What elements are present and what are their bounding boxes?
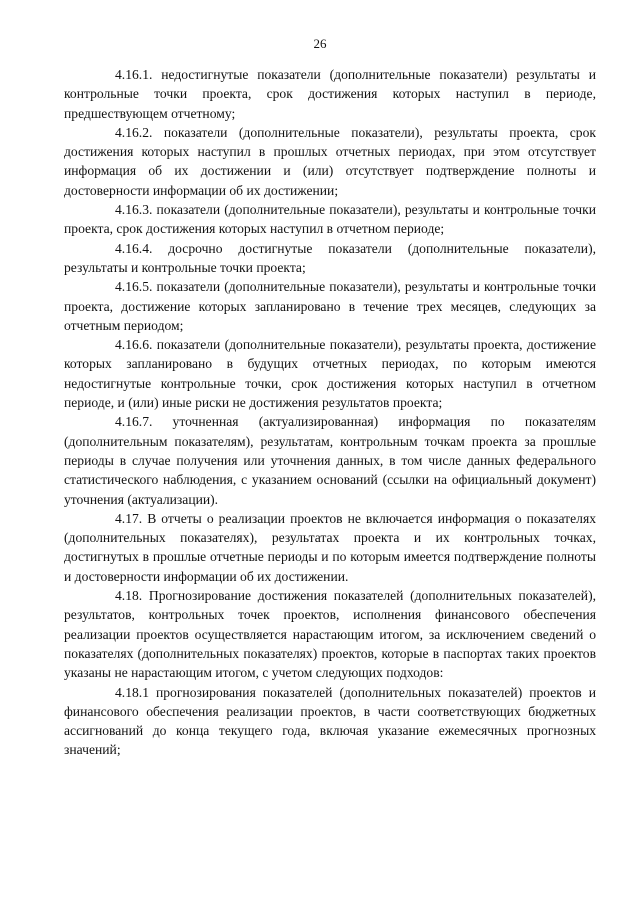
paragraph-4-16-6: 4.16.6. показатели (дополнительные показатели), результаты проекта, достижение которых запланировано в будущих отчетных периодах, по которым имеются недостигнутые контрольные точки, срок достижения которых наступил в отчетном периоде, и (или) иные риски не достижения результатов проекта; [64,337,596,411]
paragraph-4-18: 4.18. Прогнозирование достижения показателей (дополнительных показателей), результатов, контрольных точек проектов, исполнения финансового обеспечения реализации проектов осуществляется нарастающим итогом, за исключением сведений о показателях (дополнительных показателях) проектов, которые в паспортах таких проектов указаны не нарастающим итогом, с учетом следующих подходов: [64,588,596,681]
paragraph-4-17: 4.17. В отчеты о реализации проектов не включается информация о показателях (дополнительных показателях), результатах проекта и их контрольных точках, достигнутых в прошлые отчетные периоды и по которым имеется подтверждение полноты и достоверности информации об их достижении. [64,510,596,584]
paragraph-4-16-3: 4.16.3. показатели (дополнительные показатели), результаты и контрольные точки проекта, срок достижения которых наступил в отчетном периоде; [64,202,596,237]
page-number: 26 [313,36,327,51]
document-body [64,65,596,760]
paragraph-4-16-1: 4.16.1. недостигнутые показатели (дополнительные показатели) результаты и контрольные точки проекта, срок достижения которых наступил в периоде, предшествующем отчетному; [64,67,596,121]
paragraph-4-18-1: 4.18.1 прогнозирования показателей (дополнительных показателей) проектов и финансового обеспечения реализации проектов, в части соответствующих бюджетных ассигнований до конца текущего года, включая указание ежемесячных прогнозных значений; [64,684,596,758]
paragraph-4-16-7: 4.16.7. уточненная (актуализированная) информация по показателям (дополнительным показателям), результатам, контрольным точкам проекта за прошлые периоды в случае получения или уточнения данных, в том числе данных федерального статистического наблюдения, с указанием оснований (ссылки на официальный документ) уточнения (актуализации). [64,414,596,507]
paragraph-4-16-2: 4.16.2. показатели (дополнительные показатели), результаты проекта, срок достижения которых наступил в прошлых отчетных периодах, при этом отсутствует информация об их достижении и (или) отсутствует подтверждение полноты и достоверности информации об их достижении; [64,124,596,198]
paragraph-4-16-4: 4.16.4. досрочно достигнутые показатели (дополнительные показатели), результаты и контрольные точки проекта; [64,240,596,275]
paragraph-4-16-5: 4.16.5. показатели (дополнительные показатели), результаты и контрольные точки проекта, достижение которых запланировано в течение трех месяцев, следующих за отчетным периодом; [64,279,596,333]
